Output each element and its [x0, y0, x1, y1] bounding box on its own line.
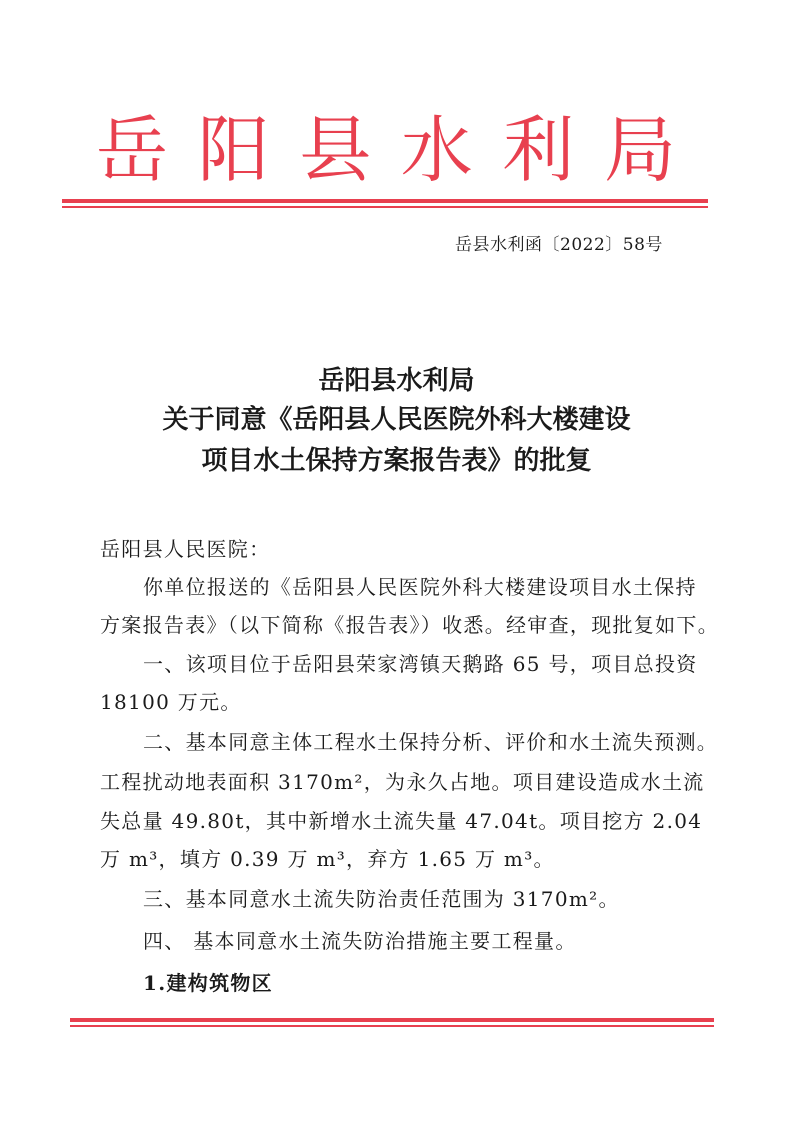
- masthead-yueyang-water-bureau: [96, 108, 676, 192]
- paragraph-line: 失总量 49.80t，其中新增水土流失量 47.04t。项目挖方 2.04: [100, 809, 703, 833]
- masthead-char: 岳: [96, 108, 169, 192]
- masthead-char: 县: [299, 108, 372, 192]
- header-red-divider: [62, 199, 708, 208]
- footer-red-divider: [70, 1018, 714, 1027]
- salutation: 岳阳县人民医院：: [100, 537, 271, 561]
- section-heading: 1.建构筑物区: [143, 971, 273, 995]
- paragraph-line: 四、 基本同意水土流失防治措施主要工程量。: [143, 929, 577, 953]
- title-line-3: 项目水土保持方案报告表》的批复: [201, 446, 592, 476]
- paragraph-line: 万 m³，填方 0.39 万 m³，弃方 1.65 万 m³。: [100, 847, 555, 871]
- masthead-char: 利: [502, 108, 575, 192]
- title-line-1: 岳阳县水利局: [318, 366, 475, 396]
- paragraph-line: 你单位报送的《岳阳县人民医院外科大楼建设项目水土保持: [143, 575, 697, 599]
- title-line-2: 关于同意《岳阳县人民医院外科大楼建设: [162, 405, 631, 435]
- document-number: 岳县水利函〔2022〕58号: [455, 235, 663, 255]
- masthead-char: 阳: [197, 108, 270, 192]
- paragraph-line: 三、基本同意水土流失防治责任范围为 3170m²。: [143, 887, 620, 911]
- paragraph-line: 一、该项目位于岳阳县荣家湾镇天鹅路 65 号，项目总投资: [143, 652, 698, 676]
- masthead-char: 水: [400, 108, 473, 192]
- paragraph-line: 工程扰动地表面积 3170m²，为永久占地。项目建设造成水土流: [100, 770, 705, 794]
- masthead-char: 局: [603, 108, 676, 192]
- paragraph-line: 二、基本同意主体工程水土保持分析、评价和水土流失预测。: [143, 730, 719, 754]
- paragraph-line: 方案报告表》（以下简称《报告表》）收悉。经审查，现批复如下。: [100, 613, 719, 637]
- paragraph-line: 18100 万元。: [100, 690, 242, 714]
